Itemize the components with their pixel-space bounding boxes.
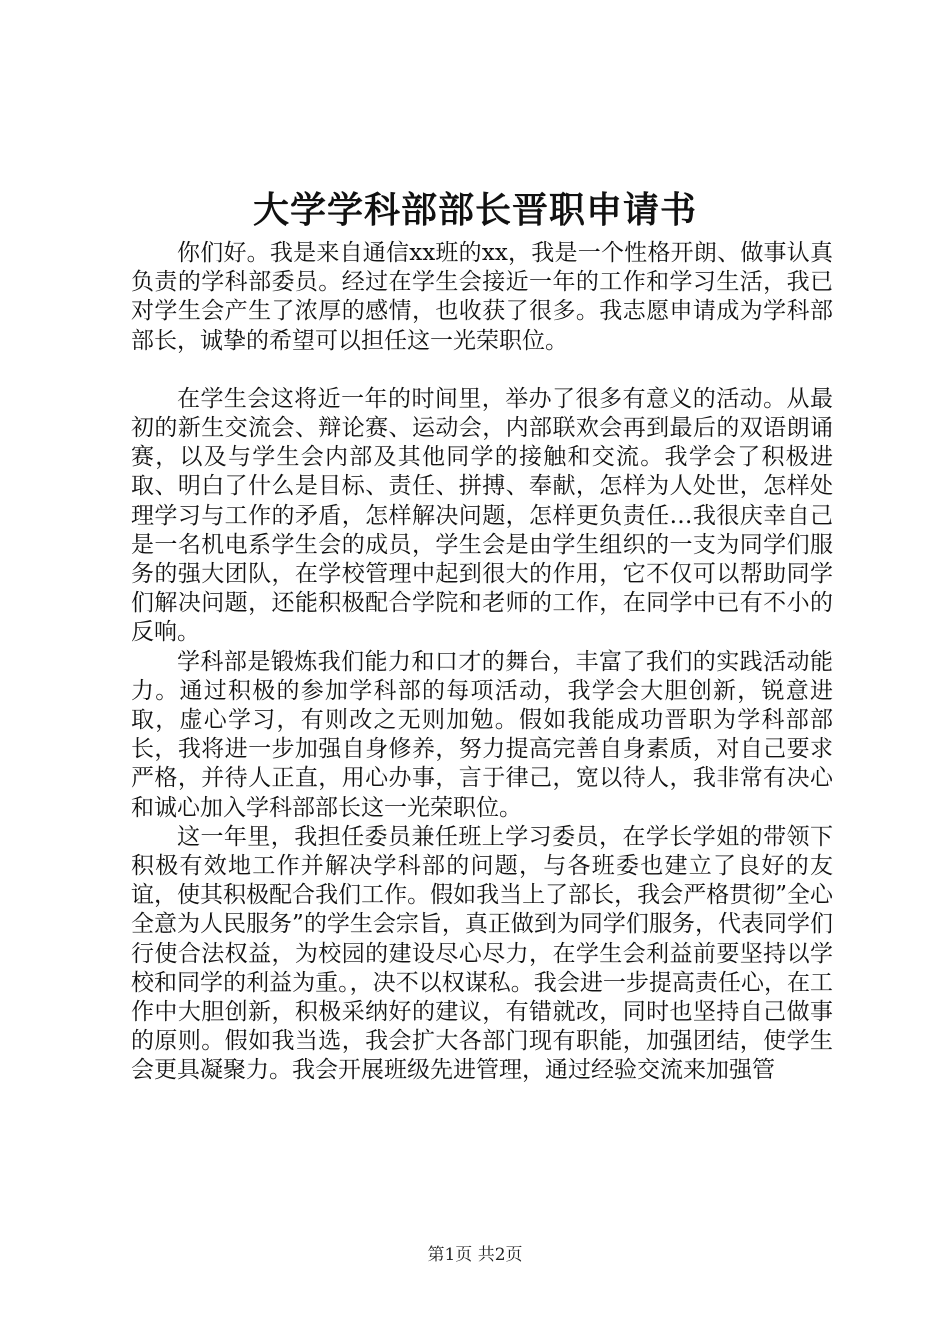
page-number-footer: 第1页 共2页 <box>427 1245 523 1265</box>
paragraph-intro: 你们好。我是来自通信xx班的xx，我是一个性格开朗、做事认真负责的学科部委员。经过在学生会接近一年的工作和学习生活，我已对学生会产生了浓厚的感情，也收获了很多。我志愿申请成为学科部部长，诚挚的希望可以担任这一光荣职位。 <box>131 240 833 354</box>
paragraph-experience: 在学生会这将近一年的时间里，举办了很多有意义的活动。从最初的新生交流会、辩论赛、运动会，内部联欢会再到最后的双语朗诵赛，以及与学生会内部及其他同学的接触和交流。我学会了积极进取、明白了什么是目标、责任、拼搏、奉献，怎样为人处世，怎样处理学习与工作的矛盾，怎样解决问题，怎样更负责任…我很庆幸自己是一名机电系学生会的成员，学生会是由学生组织的一支为同学们服务的强大团队，在学校管理中起到很大的作用，它不仅可以帮助同学们解决问题，还能积极配合学院和老师的工作，在同学中已有不小的反响。 <box>131 385 833 646</box>
document-title: 大学学科部部长晋职申请书 <box>252 189 697 231</box>
paragraph-department: 学科部是锻炼我们能力和口才的舞台，丰富了我们的实践活动能力。通过积极的参加学科部的每项活动，我学会大胆创新，锐意进取，虚心学习，有则改之无则加勉。假如我能成功晋职为学科部部长，我将进一步加强自身修养，努力提高完善自身素质，对自己要求严格，并待人正直，用心办事，言于律己，宽以待人，我非常有决心和诚心加入学科部部长这一光荣职位。 <box>131 648 833 821</box>
paragraph-plans: 这一年里，我担任委员兼任班上学习委员，在学长学姐的带领下积极有效地工作并解决学科部的问题，与各班委也建立了良好的友谊，使其积极配合我们工作。假如我当上了部长，我会严格贯彻”全心全意为人民服务”的学生会宗旨，真正做到为同学们服务，代表同学们行使合法权益，为校园的建设尽心尽力，在学生会利益前要坚持以学校和同学的利益为重。，决不以权谋私。我会进一步提高责任心，在工作中大胆创新，积极采纳好的建议，有错就改，同时也坚持自己做事的原则。假如我当选，我会扩大各部门现有职能，加强团结，使学生会更具凝聚力。我会开展班级先进管理，通过经验交流来加强管 <box>131 823 833 1084</box>
document-body <box>131 239 833 1086</box>
